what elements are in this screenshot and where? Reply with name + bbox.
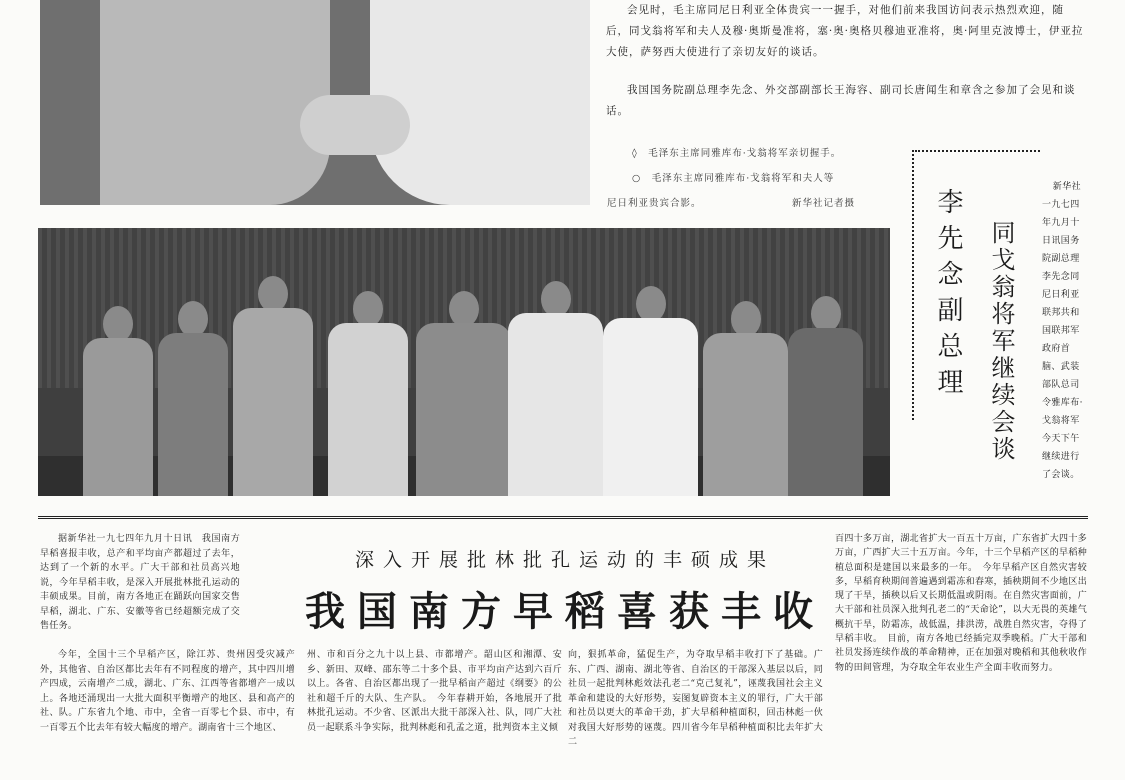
person-7: [603, 286, 698, 496]
sleeve-right: [370, 0, 590, 205]
top-paragraph-2: 我国国务院副总理李先念、外交部副部长王海容、副司长唐闻生和章含之参加了会见和谈话。: [606, 84, 1076, 117]
caption-2: ○ 毛泽东主席同雅库布·戈翁将军和夫人等: [632, 173, 835, 184]
person-8: [703, 301, 788, 496]
person-9: [788, 296, 863, 496]
section-divider: [38, 516, 1088, 519]
person-4: [328, 291, 408, 496]
person-6: [508, 281, 603, 496]
person-2: [158, 301, 228, 496]
handshake-photo: [40, 0, 590, 205]
story-subhead: 深入开展批林批孔运动的丰硕成果: [354, 549, 775, 571]
group-photo: [38, 228, 890, 496]
sleeve-left: [100, 0, 330, 205]
story-column-4: 百四十多万亩，湖北省扩大一百五十万亩，广东省扩大四十多万亩，广西扩大三十五万亩。今年，十三个早稻产区的早稻种植总面积是建国以来最多的一年。 今年早稻产区自然灾害较多，早稻育秧期间普遍遇到霜冻和春寒，插秧期间不少地区出现了干旱，插秧以后又长期低温或阴雨。在自然灾害面前，广大干部和社员深入批判孔老二的“天命论”，以大无畏的英雄气概抗干旱，防霜冻，战低温，排洪涝，战胜自然灾害，夺得了早稻丰收。 目前，南方各地已经插完双季晚稻。广大干部和社员发扬连续作战的革命精神，正在加强对晚稻和其他秋收作物的田间管理，为夺取全年农业生产全面丰收而努力。: [835, 534, 1087, 673]
person-1: [83, 306, 153, 496]
side-title-main: 李先念副总理: [933, 188, 963, 404]
top-paragraph-1: 会见时，毛主席同尼日利亚全体贵宾一一握手，对他们前来我国访问表示热烈欢迎，随后，同戈翁将军和夫人及穆·奥斯曼准将，塞·奥·奥格贝穆迪亚准将，奥·阿里克波博士，伊亚拉大使，萨努西大使进行了亲切友好的谈话。: [606, 4, 1084, 58]
story-column-3: 向，狠抓革命，猛促生产，为夺取早稻丰收打下了基础。广东、广西、湖南、湖北等省、自治区的干部深入基层以后，同社员一起批判林彪效法孔老二“克己复礼”，诬蔑我国社会主义革命和建设的大好形势，妄图复辟资本主义的罪行，广大干部和社员以更大的革命干劲，扩大早稻种植面积，回击林彪一伙对我国大好形势的诬蔑。四川省今年早稻种植面积比去年扩大二: [568, 650, 823, 747]
handshake: [300, 95, 410, 155]
side-story-body: 新华社一九七四年九月十日讯国务院副总理李先念同尼日利亚联邦共和国联邦军政府首脑、武装部队总司令雅库布·戈翁将军今天下午继续进行了会谈。: [1042, 182, 1083, 480]
caption-1: ◊ 毛泽东主席同雅库布·戈翁将军亲切握手。: [632, 148, 842, 159]
story-column-1: 今年，全国十三个早稻产区，除江苏、贵州因受灾减产外，其他省、自治区都比去年有不同程度的增产，其中四川增产四成，云南增产二成，湖北、广东、江西等省都增产一成以上。各地还涌现出一大批大面积平衡增产的地区、县和高产的社、队。广东省九个地、市中，全省一百零七个县、市中，有一百零五个比去年有较大幅度的增产。湖南省十三个地区、: [40, 650, 295, 733]
photo-credit: 新华社记者摄: [792, 198, 856, 209]
side-box-top-border: [915, 150, 1040, 152]
person-3: [233, 276, 313, 496]
story-column-2: 州、市和百分之九十以上县、市都增产。韶山区和湘潭、安乡、新田、双峰、邵东等二十多个县、市平均亩产达到六百斤以上。各省、自治区都出现了一批早稻亩产超过《纲要》的公社和超千斤的大队、生产队。 今年春耕开始，各地展开了批林批孔运动。不少省、区派出大批干部深入社、队，同广大社员一起联系斗争实际，批判林彪和孔孟之道，批判资本主义倾: [307, 650, 562, 733]
side-title-sub: 同戈翁将军继续会谈: [987, 220, 1015, 463]
story-headline: 我国南方早稻喜获丰收: [305, 589, 825, 635]
side-box-left-border: [912, 150, 914, 420]
story-lead: 据新华社一九七四年九月十日讯 我国南方早稻喜报丰收，总产和平均亩产都超过了去年，达到了一个新的水平。广大干部和社员高兴地说，今年早稻丰收，是深入开展批林批孔运动的丰硕成果。目前，南方各地正在踊跃向国家交售早稻，湖北、广东、安徽等省已经超额完成了交售任务。: [40, 534, 240, 631]
caption-3: 尼日利亚贵宾合影。: [607, 198, 702, 209]
person-5: [416, 291, 511, 496]
